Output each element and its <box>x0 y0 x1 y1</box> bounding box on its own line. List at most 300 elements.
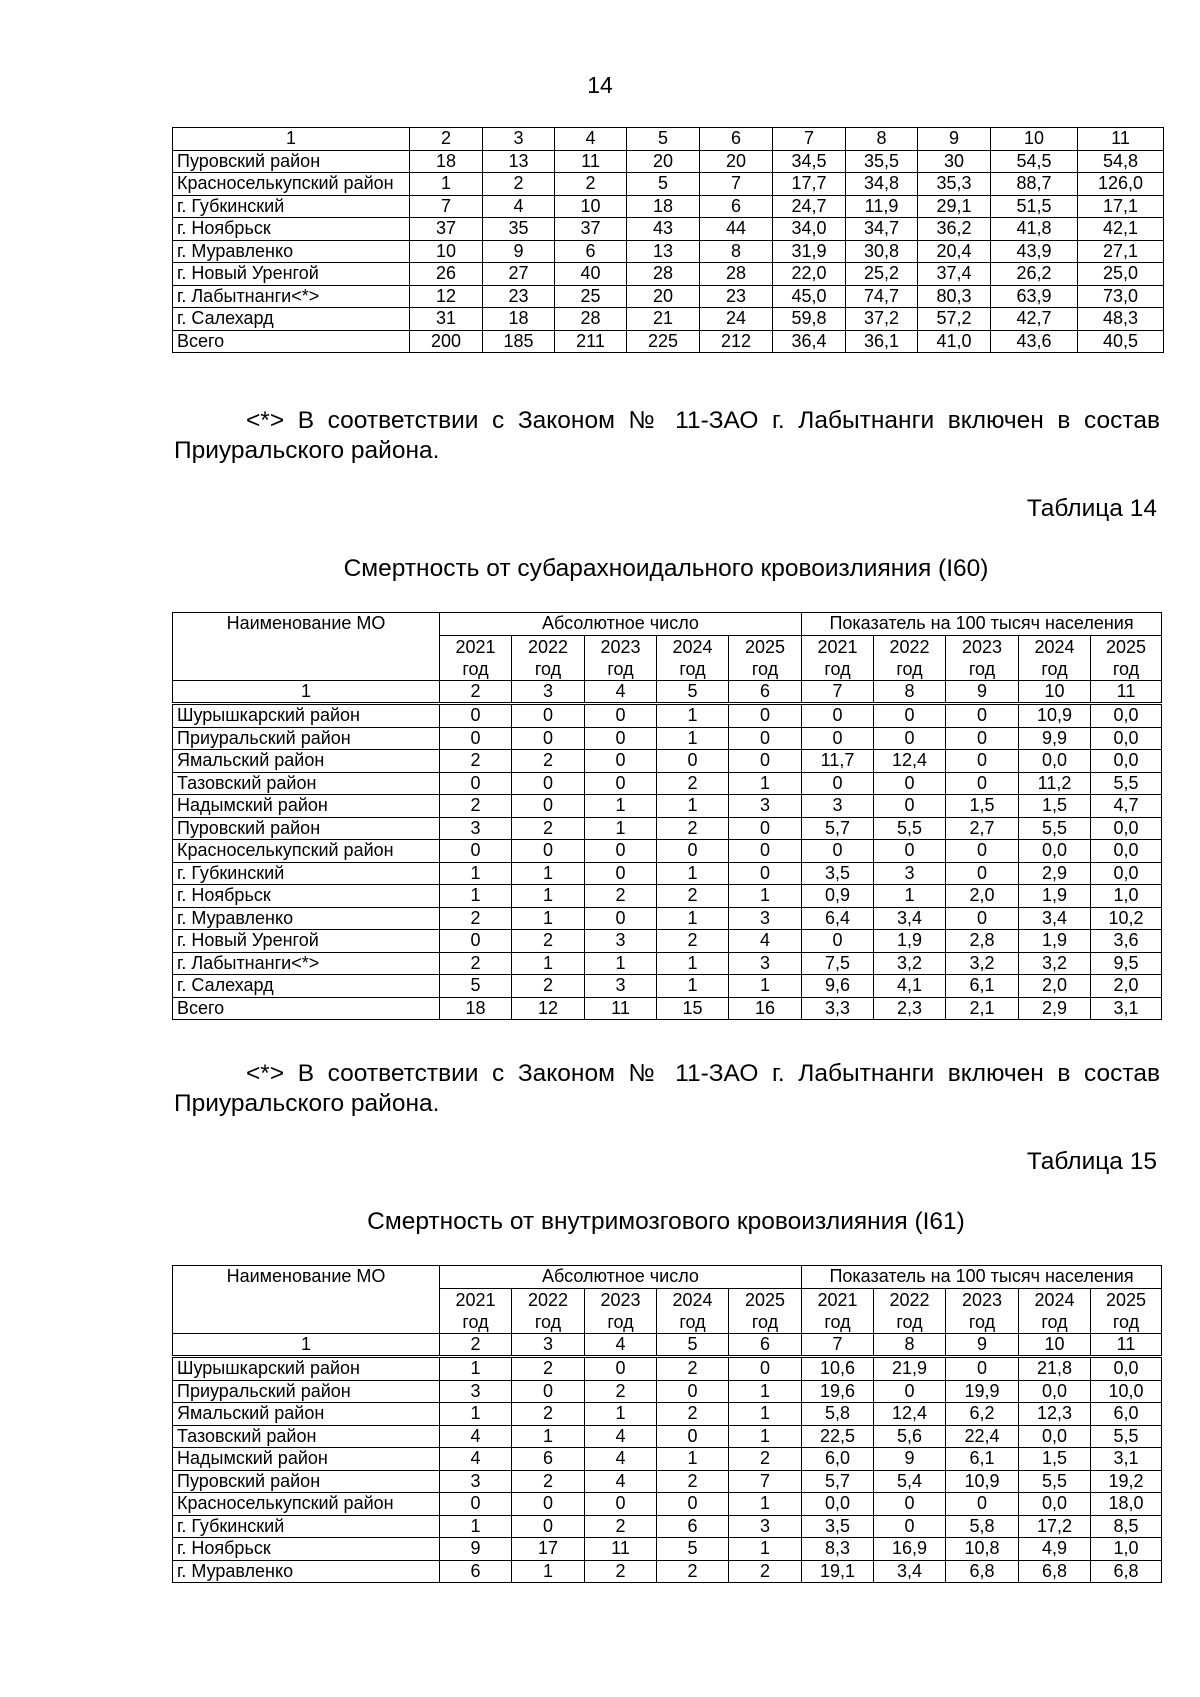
table-cell: 1,0 <box>1091 885 1162 908</box>
table-title: Смертность от внутримозгового кровоизлияния (I61) <box>367 1208 965 1235</box>
table-cell: 9 <box>874 1448 946 1471</box>
table-cell: 35 <box>483 218 555 241</box>
column-number: 10 <box>1019 680 1091 704</box>
year-value: 2025 <box>744 1289 786 1310</box>
column-number: 11 <box>1091 680 1162 704</box>
table-cell: 0 <box>440 772 512 795</box>
table-cell: 1 <box>657 952 729 975</box>
year-suffix: год <box>462 658 489 679</box>
table-cell: 8,5 <box>1091 1515 1162 1538</box>
table-cell: 2 <box>729 1448 802 1471</box>
table-cell: 1 <box>657 704 729 728</box>
table-cell: 0 <box>946 750 1019 773</box>
table-label: Таблица 15 <box>1026 1148 1157 1175</box>
table-cell: 6,1 <box>946 1448 1019 1471</box>
table-cell: 0 <box>585 1357 657 1381</box>
table-cell: 21,9 <box>874 1357 946 1381</box>
year-header <box>1091 1288 1162 1333</box>
year-header <box>729 1288 802 1333</box>
table-cell: 0 <box>729 840 802 863</box>
table-cell: 0 <box>512 1515 585 1538</box>
row-name: г. Муравленко <box>173 240 410 263</box>
table-cell: 0 <box>657 1425 729 1448</box>
table-cell: 2 <box>585 885 657 908</box>
table-cell: 0 <box>512 1493 585 1516</box>
table-cell: 19,6 <box>802 1380 874 1403</box>
column-group-rate: Показатель на 100 тысяч населения <box>802 1266 1162 1289</box>
table-row <box>173 1380 1162 1403</box>
table-cell: 5,6 <box>874 1425 946 1448</box>
table-cell: 0,0 <box>1091 727 1162 750</box>
table-cell: 0 <box>946 862 1019 885</box>
table-row <box>173 1493 1162 1516</box>
table-cell: 31,9 <box>773 240 846 263</box>
table-cell: 88,7 <box>991 173 1078 196</box>
table-cell: 7 <box>700 173 773 196</box>
table-cell: 12 <box>410 285 483 308</box>
table-cell: 26 <box>410 263 483 286</box>
table-cell: 211 <box>555 330 627 353</box>
table-row <box>173 975 1162 998</box>
row-name: г. Новый Уренгой <box>173 263 410 286</box>
table-cell: 0 <box>512 840 585 863</box>
table-cell: 20,4 <box>918 240 991 263</box>
table-cell: 3 <box>729 1515 802 1538</box>
table-cell: 6,8 <box>1019 1560 1091 1583</box>
table-cell: 21 <box>627 308 700 331</box>
table-cell: 1 <box>657 727 729 750</box>
table-cell: 2,0 <box>946 885 1019 908</box>
table-row <box>173 1470 1162 1493</box>
table-cell: 2 <box>657 1560 729 1583</box>
year-suffix: год <box>679 1311 706 1332</box>
table-row <box>173 727 1162 750</box>
footnote <box>174 406 1160 466</box>
table-cell: 1,9 <box>1019 885 1091 908</box>
year-header <box>657 1288 729 1333</box>
table-cell: 20 <box>627 285 700 308</box>
year-suffix: год <box>824 1311 851 1332</box>
table-cell: 43,6 <box>991 330 1078 353</box>
table-cell: 10,9 <box>1019 704 1091 728</box>
table-cell: 6 <box>555 240 627 263</box>
table-row <box>173 907 1162 930</box>
table-cell: 0,0 <box>1019 840 1091 863</box>
table-cell: 1 <box>440 1403 512 1426</box>
table-cell: 18 <box>440 997 512 1020</box>
row-name: Шурышкарский район <box>173 704 440 728</box>
table-cell: 2 <box>440 952 512 975</box>
row-name: Пуровский район <box>173 1470 440 1493</box>
year-suffix: год <box>679 658 706 679</box>
table-cell: 0 <box>585 1493 657 1516</box>
table-cell: 2,3 <box>874 997 946 1020</box>
table-cell: 3,3 <box>802 997 874 1020</box>
table-cell: 48,3 <box>1078 308 1164 331</box>
table-cell: 4 <box>483 195 555 218</box>
table-cell: 13 <box>627 240 700 263</box>
table-cell: 0 <box>729 704 802 728</box>
table-cell: 11,7 <box>802 750 874 773</box>
table-cell: 0 <box>946 704 1019 728</box>
table-cell: 10,0 <box>1091 1380 1162 1403</box>
table-cell: 19,9 <box>946 1380 1019 1403</box>
table-cell: 35,5 <box>846 150 918 173</box>
table-cell: 2,1 <box>946 997 1019 1020</box>
table-cell: 3,5 <box>802 1515 874 1538</box>
year-header <box>1019 1288 1091 1333</box>
table-cell: 2,7 <box>946 817 1019 840</box>
table-cell: 11 <box>585 997 657 1020</box>
row-name: г. Муравленко <box>173 907 440 930</box>
table-cell: 2 <box>657 885 729 908</box>
table-cell: 3 <box>874 862 946 885</box>
table-cell: 1 <box>874 885 946 908</box>
table-cell: 3 <box>585 975 657 998</box>
column-number: 4 <box>585 680 657 704</box>
table-cell: 2,0 <box>1019 975 1091 998</box>
table-cell: 3 <box>729 952 802 975</box>
table-cell: 0 <box>946 907 1019 930</box>
table-cell: 3,6 <box>1091 930 1162 953</box>
table-cell: 0 <box>874 704 946 728</box>
table-body <box>173 128 1164 353</box>
table-row <box>173 772 1162 795</box>
row-name: Шурышкарский район <box>173 1357 440 1381</box>
row-name: г. Ноябрьск <box>173 885 440 908</box>
table-cell: 36,4 <box>773 330 846 353</box>
table-cell: 11,9 <box>846 195 918 218</box>
year-header <box>874 635 946 680</box>
table-cell: 0 <box>874 1380 946 1403</box>
table-row <box>173 308 1164 331</box>
column-number: 7 <box>802 1333 874 1357</box>
year-value: 2021 <box>817 636 858 657</box>
column-group-absolute: Абсолютное число <box>440 613 802 636</box>
table-cell: 40 <box>555 263 627 286</box>
column-number: 3 <box>483 128 555 151</box>
table-row <box>173 885 1162 908</box>
table-cell: 59,8 <box>773 308 846 331</box>
table-cell: 4 <box>585 1470 657 1493</box>
year-suffix: год <box>751 658 779 679</box>
table-cell: 9,5 <box>1091 952 1162 975</box>
table-cell: 2 <box>657 1357 729 1381</box>
row-name: Надымский район <box>173 795 440 818</box>
table-cell: 1 <box>512 1560 585 1583</box>
year-header <box>1091 635 1162 680</box>
table-cell: 2,9 <box>1019 997 1091 1020</box>
column-number: 1 <box>173 128 410 151</box>
year-header <box>440 635 512 680</box>
table-cell: 0 <box>440 1493 512 1516</box>
table-cell: 1 <box>585 817 657 840</box>
column-number: 7 <box>802 680 874 704</box>
table-cell: 30 <box>918 150 991 173</box>
table-cell: 5 <box>657 1538 729 1561</box>
column-number: 8 <box>874 1333 946 1357</box>
year-value: 2022 <box>527 636 569 657</box>
column-number: 1 <box>173 1333 440 1357</box>
footnote-text: <*> В соответствии с Законом № 11-ЗАО г. Лабытнанги включен в состав Приуральского района. <box>174 1060 1160 1117</box>
year-header <box>585 635 657 680</box>
table-cell: 18,0 <box>1091 1493 1162 1516</box>
row-name: г. Губкинский <box>173 1515 440 1538</box>
table-cell: 2 <box>555 173 627 196</box>
table-row <box>173 1538 1162 1561</box>
column-number: 1 <box>173 680 440 704</box>
table-cell: 27 <box>483 263 555 286</box>
year-value: 2025 <box>744 636 786 657</box>
table-number-row <box>173 1333 1162 1357</box>
table-cell: 18 <box>627 195 700 218</box>
table-cell: 225 <box>627 330 700 353</box>
table-cell: 36,2 <box>918 218 991 241</box>
table-header-row <box>173 128 1164 151</box>
table-cell: 4,7 <box>1091 795 1162 818</box>
table-cell: 12 <box>512 997 585 1020</box>
table-cell: 0 <box>946 727 1019 750</box>
table-cell: 43 <box>627 218 700 241</box>
column-number: 5 <box>657 680 729 704</box>
table-cell: 9,6 <box>802 975 874 998</box>
table-row <box>173 150 1164 173</box>
table-cell: 0 <box>657 1493 729 1516</box>
table-cell: 20 <box>700 150 773 173</box>
table-cell: 0 <box>657 840 729 863</box>
table-cell: 3 <box>440 817 512 840</box>
table-cell: 3,4 <box>874 907 946 930</box>
row-name: г. Салехард <box>173 308 410 331</box>
table-cell: 22,0 <box>773 263 846 286</box>
table-row <box>173 704 1162 728</box>
column-number: 9 <box>918 128 991 151</box>
table-cell: 23 <box>483 285 555 308</box>
table-head <box>173 613 1162 704</box>
table-cell: 4,9 <box>1019 1538 1091 1561</box>
table-cell: 2 <box>483 173 555 196</box>
table-cell: 10,6 <box>802 1357 874 1381</box>
table-cell: 5,5 <box>1019 1470 1091 1493</box>
table-header-row <box>173 613 1162 636</box>
table-row <box>173 795 1162 818</box>
table-cell: 1 <box>585 952 657 975</box>
table-cell: 3,2 <box>1019 952 1091 975</box>
table-row <box>173 1425 1162 1448</box>
table-cell: 5,5 <box>1091 1425 1162 1448</box>
table-cell: 0 <box>585 840 657 863</box>
table-cell: 1 <box>729 772 802 795</box>
column-number: 2 <box>440 680 512 704</box>
row-name: г. Ноябрьск <box>173 218 410 241</box>
table-cell: 5,5 <box>1091 772 1162 795</box>
table-cell: 2 <box>440 750 512 773</box>
table-cell: 0 <box>729 750 802 773</box>
table-cell: 1,5 <box>1019 1448 1091 1471</box>
year-suffix: год <box>824 658 851 679</box>
year-value: 2025 <box>1105 1289 1147 1310</box>
table-cell: 17,2 <box>1019 1515 1091 1538</box>
table-cell: 3,2 <box>874 952 946 975</box>
page-number: 14 <box>587 72 613 98</box>
column-number: 10 <box>991 128 1078 151</box>
table-cell: 0 <box>874 795 946 818</box>
year-value: 2023 <box>600 1289 641 1310</box>
table-cell: 10,9 <box>946 1470 1019 1493</box>
table-cell: 1 <box>729 1538 802 1561</box>
table-cell: 5 <box>440 975 512 998</box>
table-cell: 34,7 <box>846 218 918 241</box>
table-cell: 2,9 <box>1019 862 1091 885</box>
table-cell: 0 <box>874 1515 946 1538</box>
table-cell: 0 <box>585 727 657 750</box>
table-cell: 8 <box>700 240 773 263</box>
column-number: 7 <box>773 128 846 151</box>
table-cell: 7,5 <box>802 952 874 975</box>
table-cell: 0 <box>874 840 946 863</box>
data-table <box>172 1265 1162 1583</box>
table-cell: 1 <box>512 885 585 908</box>
table-title: Смертность от субарахноидального кровоизлияния (I60) <box>343 555 989 582</box>
table-cell: 73,0 <box>1078 285 1164 308</box>
table-cell: 0 <box>585 750 657 773</box>
column-number: 3 <box>512 1333 585 1357</box>
table-cell: 41,0 <box>918 330 991 353</box>
year-value: 2024 <box>672 1289 713 1310</box>
table-cell: 3,4 <box>1019 907 1091 930</box>
table-cell: 17,1 <box>1078 195 1164 218</box>
table-cell: 7 <box>410 195 483 218</box>
table-cell: 13 <box>483 150 555 173</box>
year-suffix: год <box>534 1311 562 1332</box>
column-number: 8 <box>874 680 946 704</box>
table-cell: 22,5 <box>802 1425 874 1448</box>
table-cell: 1 <box>440 1515 512 1538</box>
table-cell: 5,8 <box>802 1403 874 1426</box>
table-cell: 2 <box>512 1470 585 1493</box>
table-cell: 0 <box>440 930 512 953</box>
table-cell: 2 <box>440 795 512 818</box>
table-row <box>173 862 1162 885</box>
table-cell: 0 <box>946 1493 1019 1516</box>
table-cell: 1,0 <box>1091 1538 1162 1561</box>
table-cell: 1 <box>657 795 729 818</box>
year-header <box>729 635 802 680</box>
table-cell: 6,4 <box>802 907 874 930</box>
row-name: Приуральский район <box>173 727 440 750</box>
table-cell: 0 <box>440 840 512 863</box>
table-cell: 185 <box>483 330 555 353</box>
table-cell: 1 <box>657 1448 729 1471</box>
table-cell: 27,1 <box>1078 240 1164 263</box>
table-row <box>173 750 1162 773</box>
table-cell: 4 <box>585 1425 657 1448</box>
table-cell: 1 <box>729 1403 802 1426</box>
column-number: 5 <box>627 128 700 151</box>
table-cell: 126,0 <box>1078 173 1164 196</box>
year-header <box>585 1288 657 1333</box>
year-suffix: год <box>1041 1311 1068 1332</box>
table-cell: 6,8 <box>946 1560 1019 1583</box>
table-cell: 3,1 <box>1091 997 1162 1020</box>
table-cell: 0 <box>512 727 585 750</box>
table-cell: 212 <box>700 330 773 353</box>
year-header <box>802 1288 874 1333</box>
table-row <box>173 1448 1162 1471</box>
year-suffix: год <box>462 1311 489 1332</box>
table-number-row <box>173 680 1162 704</box>
table-row <box>173 240 1164 263</box>
table-body <box>173 1357 1162 1583</box>
table-cell: 2 <box>512 750 585 773</box>
table-cell: 1 <box>440 1357 512 1381</box>
column-number: 4 <box>555 128 627 151</box>
table-cell: 35,3 <box>918 173 991 196</box>
table-cell: 5,4 <box>874 1470 946 1493</box>
table-cell: 10 <box>555 195 627 218</box>
table-cell: 0 <box>512 772 585 795</box>
table-cell: 0 <box>512 1380 585 1403</box>
table-cell: 0 <box>585 907 657 930</box>
column-number: 2 <box>440 1333 512 1357</box>
table-cell: 74,7 <box>846 285 918 308</box>
table-cell: 3 <box>802 795 874 818</box>
table-cell: 11,2 <box>1019 772 1091 795</box>
table-cell: 20 <box>627 150 700 173</box>
table-cell: 28 <box>555 308 627 331</box>
year-value: 2022 <box>527 1289 569 1310</box>
table-cell: 54,5 <box>991 150 1078 173</box>
table-cell: 6 <box>700 195 773 218</box>
table-cell: 34,5 <box>773 150 846 173</box>
year-value: 2025 <box>1105 636 1147 657</box>
table-cell: 19,2 <box>1091 1470 1162 1493</box>
column-number: 3 <box>512 680 585 704</box>
table-cell: 4 <box>585 1448 657 1471</box>
table-cell: 5 <box>627 173 700 196</box>
year-header <box>512 635 585 680</box>
row-name: г. Салехард <box>173 975 440 998</box>
table-cell: 26,2 <box>991 263 1078 286</box>
table-cell: 0,0 <box>802 1493 874 1516</box>
year-suffix: год <box>968 658 996 679</box>
table-row <box>173 1515 1162 1538</box>
year-value: 2021 <box>455 1289 496 1310</box>
column-number: 8 <box>846 128 918 151</box>
table-cell: 10,8 <box>946 1538 1019 1561</box>
year-header <box>1019 635 1091 680</box>
table-cell: 6 <box>657 1515 729 1538</box>
table-cell: 1 <box>440 885 512 908</box>
table-row <box>173 997 1162 1020</box>
table-cell: 2 <box>585 1515 657 1538</box>
table-cell: 1 <box>512 907 585 930</box>
table-cell: 0 <box>946 772 1019 795</box>
table-cell: 25,2 <box>846 263 918 286</box>
row-name: г. Муравленко <box>173 1560 440 1583</box>
table-cell: 1,9 <box>874 930 946 953</box>
table-cell: 0 <box>802 727 874 750</box>
table-cell: 1 <box>657 862 729 885</box>
year-header <box>657 635 729 680</box>
table-cell: 1 <box>729 1425 802 1448</box>
table-cell: 29,1 <box>918 195 991 218</box>
table-cell: 31 <box>410 308 483 331</box>
year-suffix: год <box>751 1311 779 1332</box>
table-cell: 51,5 <box>991 195 1078 218</box>
year-value: 2024 <box>672 636 713 657</box>
table-cell: 2 <box>657 930 729 953</box>
